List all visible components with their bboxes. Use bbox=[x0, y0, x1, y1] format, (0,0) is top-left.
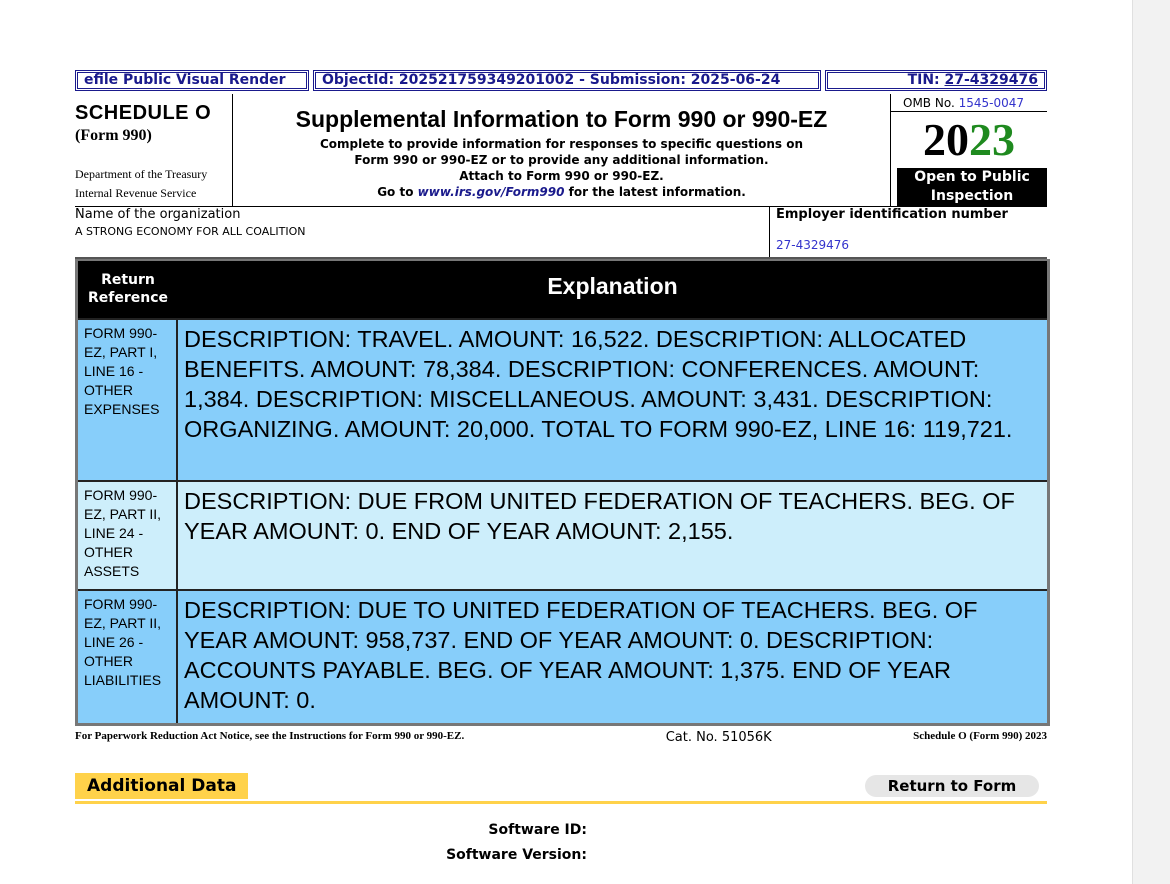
explanation-header: Explanation bbox=[547, 273, 678, 299]
goto-pre: Go to bbox=[377, 185, 414, 199]
instruction-line-2: Form 990 or 990-EZ or to provide any additional information. bbox=[354, 153, 769, 167]
right-scroll-panel bbox=[1132, 0, 1170, 884]
efile-top-bar bbox=[75, 70, 1047, 91]
additional-data-title: Additional Data bbox=[75, 773, 248, 799]
table-header bbox=[78, 261, 1047, 318]
object-id-label: ObjectId: 202521759349201002 - Submission: 2025-06-24 bbox=[313, 70, 821, 91]
return-reference-header bbox=[78, 261, 178, 318]
schedule-footer: Schedule O (Form 990) 2023 bbox=[913, 730, 1047, 742]
form-header bbox=[75, 94, 1047, 207]
dept-line-1: Department of the Treasury bbox=[75, 167, 208, 181]
ein-label: Employer identification number bbox=[776, 207, 1008, 222]
table-row bbox=[78, 589, 1047, 723]
open-to-public-badge bbox=[897, 168, 1047, 207]
header-center bbox=[233, 94, 890, 206]
table-row bbox=[78, 318, 1047, 480]
form-title: Supplemental Information to Form 990 or 990-EZ bbox=[295, 106, 828, 132]
goto-post: for the latest information. bbox=[568, 185, 746, 199]
schedule-form: (Form 990) bbox=[75, 127, 152, 144]
schedule-o-page bbox=[75, 70, 1047, 745]
open-line-2: Inspection bbox=[930, 188, 1014, 204]
omb-number bbox=[891, 94, 1047, 112]
instruction-line-1: Complete to provide information for responses to specific questions on bbox=[320, 137, 803, 151]
organization-row bbox=[75, 207, 1047, 259]
ref-header-line-2: Reference bbox=[87, 290, 169, 306]
open-line-1: Open to Public bbox=[914, 169, 1030, 185]
header-left bbox=[75, 94, 233, 206]
org-name-value: A STRONG ECONOMY FOR ALL COALITION bbox=[75, 225, 306, 238]
org-name-label: Name of the organization bbox=[75, 207, 241, 222]
tax-year bbox=[891, 112, 1047, 168]
return-reference: FORM 990-EZ, PART II, LINE 26 - OTHER LIABILITIES bbox=[78, 591, 178, 723]
ein-value: 27-4329476 bbox=[776, 238, 850, 252]
return-reference: FORM 990-EZ, PART I, LINE 16 - OTHER EXPENSES bbox=[78, 320, 178, 480]
form-instructions bbox=[233, 136, 890, 200]
explanation-text: DESCRIPTION: DUE FROM UNITED FEDERATION OF TEACHERS. BEG. OF YEAR AMOUNT: 0. END OF YEAR AMOUNT: 2,155. bbox=[184, 488, 1015, 544]
tin-link[interactable]: 27-4329476 bbox=[944, 72, 1038, 88]
dept-line-2: Internal Revenue Service bbox=[75, 186, 197, 200]
department-info bbox=[75, 165, 232, 203]
explanation-text: DESCRIPTION: TRAVEL. AMOUNT: 16,522. DESCRIPTION: ALLOCATED BENEFITS. AMOUNT: 78,384. DESCRIPTION: CONFERENCES. AMOUNT: 1,384. DESCRIPTION: MISCELLANEOUS. AMOUNT: 3,431. DESCRIPTION: ORGANIZING. AMOUNT: 20,000. TOTAL TO FORM 990-EZ, LINE 16: 119,721. bbox=[184, 326, 1013, 442]
explanation-table bbox=[75, 259, 1050, 726]
paperwork-notice: For Paperwork Reduction Act Notice, see the Instructions for Form 990 or 990-EZ. bbox=[75, 730, 465, 742]
instruction-line-4 bbox=[233, 184, 890, 200]
return-to-form-button[interactable]: Return to Form bbox=[865, 775, 1039, 797]
return-reference: FORM 990-EZ, PART II, LINE 24 - OTHER ASSETS bbox=[78, 482, 178, 589]
form-footer bbox=[75, 730, 1047, 745]
explanation-text: DESCRIPTION: DUE TO UNITED FEDERATION OF TEACHERS. BEG. OF YEAR AMOUNT: 958,737. END OF YEAR AMOUNT: 0. DESCRIPTION: ACCOUNTS PAYABLE. BEG. OF YEAR AMOUNT: 1,375. END OF YEAR AMOUNT: 0. bbox=[184, 597, 978, 713]
year-suffix: 23 bbox=[969, 114, 1015, 165]
org-name-cell bbox=[75, 207, 770, 257]
year-prefix: 20 bbox=[923, 114, 969, 165]
ein-cell bbox=[770, 207, 1047, 257]
ref-header-line-1: Return bbox=[101, 272, 155, 288]
software-id-label: Software ID: bbox=[488, 822, 587, 838]
header-right bbox=[890, 94, 1047, 206]
instruction-line-3: Attach to Form 990 or 990-EZ. bbox=[459, 169, 664, 183]
table-row bbox=[78, 480, 1047, 589]
catalog-number: Cat. No. 51056K bbox=[665, 730, 772, 745]
render-label: efile Public Visual Render bbox=[75, 70, 309, 91]
omb-value: 1545-0047 bbox=[958, 96, 1025, 110]
schedule-title: SCHEDULE O bbox=[75, 102, 212, 124]
software-version-label: Software Version: bbox=[446, 847, 587, 863]
tin-box bbox=[825, 70, 1047, 91]
omb-label: OMB No. bbox=[903, 96, 955, 110]
additional-data-bar bbox=[75, 773, 1047, 804]
tin-label: TIN: bbox=[907, 72, 940, 88]
irs-link[interactable]: www.irs.gov/Form990 bbox=[417, 185, 565, 199]
